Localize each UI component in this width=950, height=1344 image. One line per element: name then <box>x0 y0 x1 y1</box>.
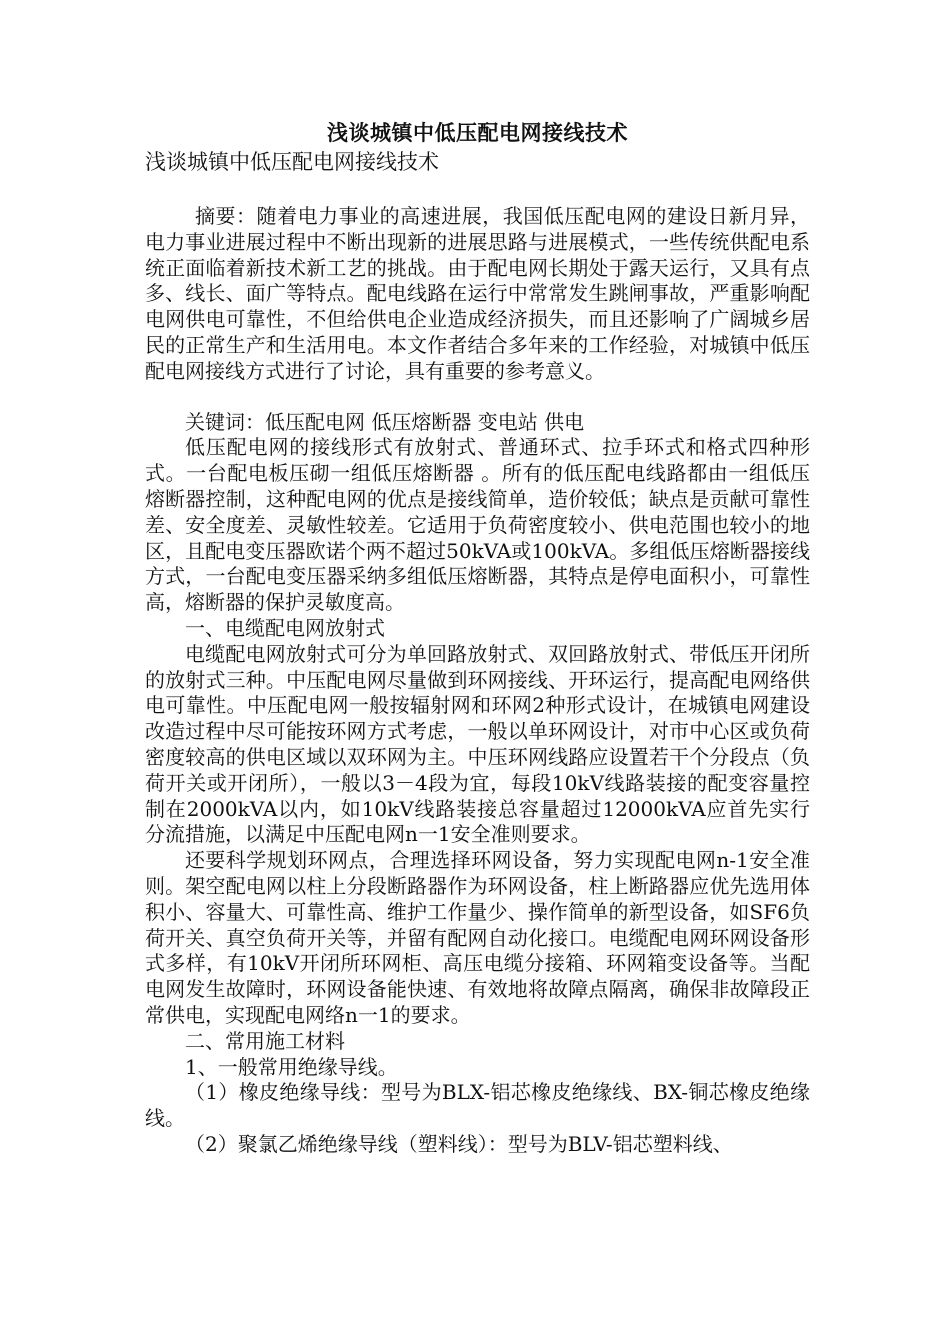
paragraph-cable-radial: 电缆配电网放射式可分为单回路放射式、双回路放射式、带低压开闭所的放射式三种。中压配电网尽量做到环网接线、开环运行，提高配电网络供电可靠性。中压配电网一般按辐射网和环网2种形式设计，在城镇电网建设改造过程中尽可能按环网方式考虑，一般以单环网设计，对市中心区或负荷密度较高的供电区域以双环网为主。中压环网线路应设置若干个分段点（负荷开关或开闭所），一般以3－4段为宜，每段10kV线路装接的配变容量控制在2000kVA以内，如10kV线路装接总容量超过12000kVA应首先实行分流措施，以满足中压配电网n一1安全准则要求。 <box>145 641 810 847</box>
list-item-insulated-wire: 1、一般常用绝缘导线。 <box>185 1054 398 1079</box>
document-subtitle: 浅谈城镇中低压配电网接线技术 <box>145 150 439 174</box>
document-title: 浅谈城镇中低压配电网接线技术 <box>327 120 628 145</box>
list-item-pvc-wire: （2）聚氯乙烯绝缘导线（塑料线）：型号为BLV-铝芯塑料线、 <box>185 1131 733 1156</box>
abstract-paragraph: 摘要：随着电力事业的高速进展，我国低压配电网的建设日新月异，电力事业进展过程中不断出现新的进展思路与进展模式，一些传统供配电系统正面临着新技术新工艺的挑战。由于配电网长期处于露天运行，又具有点多、线长、面广等特点。配电线路在运行中常常发生跳闸事故，严重影响配电网供电可靠性，不但给供电企业造成经济损失，而且还影响了广阔城乡居民的正常生产和生活用电。本文作者结合多年来的工作经验，对城镇中低压配电网接线方式进行了讨论，具有重要的参考意义。 <box>145 204 810 383</box>
section-heading-materials: 二、常用施工材料 <box>185 1028 345 1053</box>
paragraph-ring-network: 还要科学规划环网点，合理选择环网设备，努力实现配电网n-1安全准则。架空配电网以柱上分段断路器作为环网设备，柱上断路器应优先选用体积小、容量大、可靠性高、维护工作量少、操作简单的新型设备，如SF6负荷开关、真空负荷开关等，并留有配网自动化接口。电缆配电网环网设备形式多样，有10kV开闭所环网柜、高压电缆分接箱、环网箱变设备等。当配电网发生故障时，环网设备能快速、有效地将故障点隔离，确保非故障段正常供电，实现配电网络n一1的要求。 <box>145 848 810 1027</box>
paragraph-wiring-forms: 低压配电网的接线形式有放射式、普通环式、拉手环式和格式四种形式。一台配电板压砌一组低压熔断器 。所有的低压配电线路都由一组低压熔断器控制，这种配电网的优点是接线简单，造价较低；缺点是贡献可靠性差、安全度差、灵敏性较差。它适用于负荷密度较小、供电范围也较小的地区，且配电变压器欧诺个两不超过50kVA或100kVA。多组低压熔断器接线方式，一台配电变压器采纳多组低压熔断器，其特点是停电面积小，可靠性高，熔断器的保护灵敏度高。 <box>145 435 810 615</box>
list-item-rubber-wire: （1）橡皮绝缘导线：型号为BLX-铝芯橡皮绝缘线、BX-铜芯橡皮绝缘线。 <box>145 1080 810 1131</box>
document-page <box>145 118 810 1158</box>
section-heading-cable-radial: 一、电缆配电网放射式 <box>185 615 385 640</box>
keywords-line: 关键词：低压配电网 低压熔断器 变电站 供电 <box>185 409 585 434</box>
